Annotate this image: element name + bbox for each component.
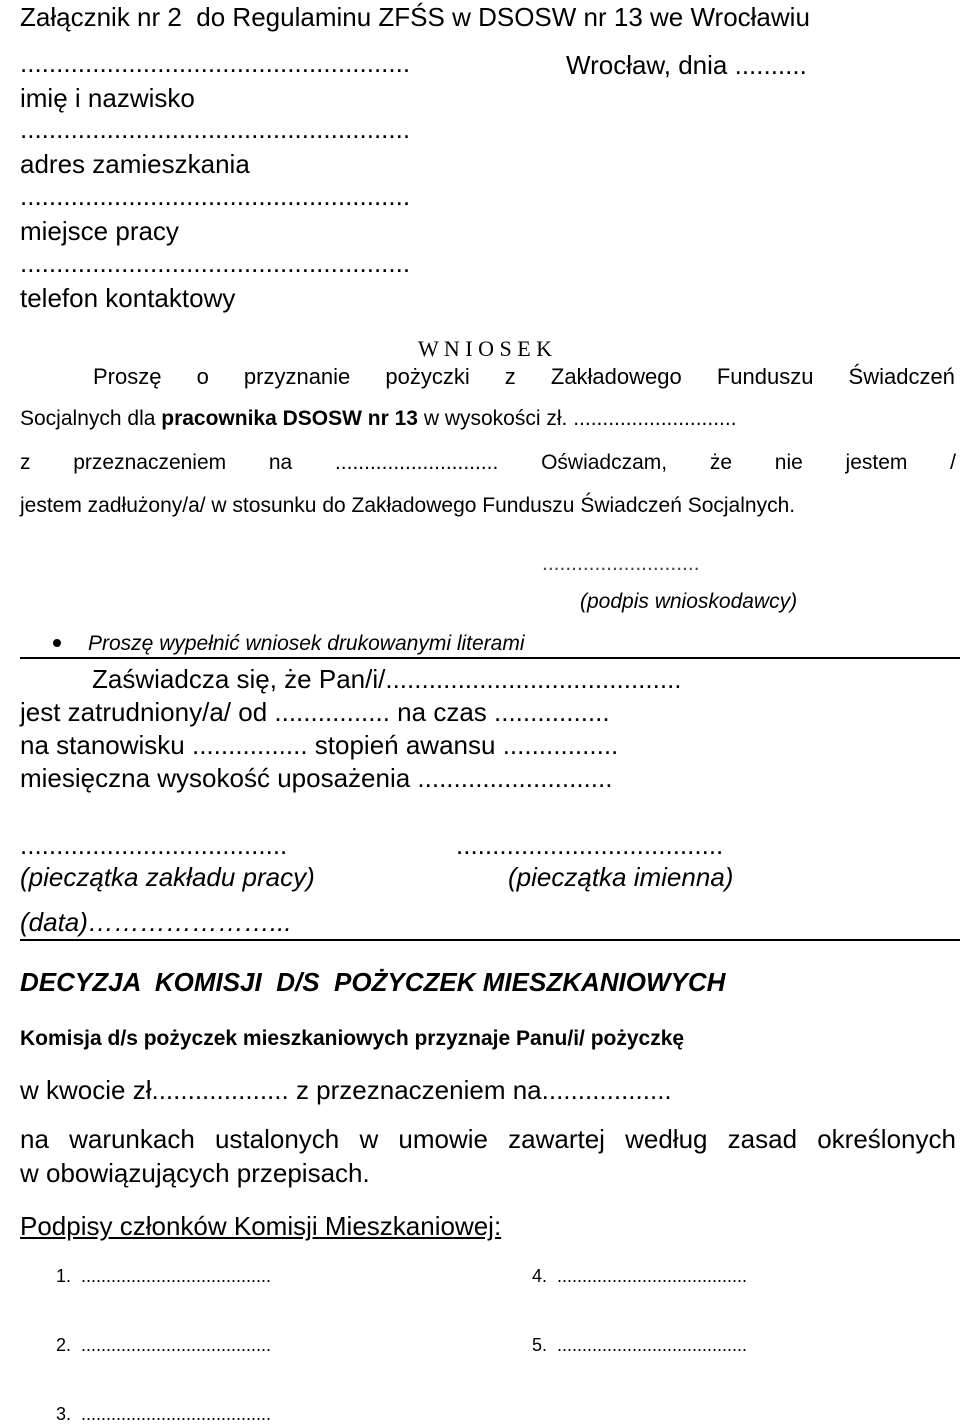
word: Funduszu: [716, 364, 814, 389]
signatures-heading: Podpisy członków Komisji Mieszkaniowej:: [20, 1211, 502, 1241]
signature-line-3[interactable]: 3. ......................................: [56, 1404, 272, 1424]
word: przyznanie: [243, 364, 351, 389]
application-heading: W N I O S E K: [418, 336, 553, 361]
word: określonych: [817, 1124, 956, 1154]
divider-line: [20, 657, 960, 659]
word: /: [950, 451, 956, 474]
word: Świadczeń: [848, 364, 955, 389]
date-dots: ......................................................: [20, 48, 411, 78]
phone-dots[interactable]: ......................................................: [20, 248, 411, 278]
word: przeznaczeniem: [73, 451, 227, 474]
word: Proszę: [93, 364, 162, 389]
word: na: [20, 1124, 49, 1154]
word: zawartej: [508, 1124, 605, 1154]
certificate-line-4[interactable]: miesięczna wysokość uposażenia ...........................: [20, 763, 613, 793]
word: Zakładowego: [550, 364, 682, 389]
decision-statement: Komisja d/s pożyczek mieszkaniowych przyznaje Panu/i/ pożyczkę: [20, 1027, 685, 1050]
word: umowie: [398, 1124, 488, 1154]
stamp-personal-dots[interactable]: .....................................: [456, 830, 724, 860]
signature-dots[interactable]: ...........................: [542, 552, 700, 575]
application-line-3: [20, 452, 956, 473]
decision-heading: DECYZJA KOMISJI D/S POŻYCZEK MIESZKANIOWYCH: [20, 967, 726, 997]
workplace-label: miejsce pracy: [20, 216, 179, 246]
word: jestem: [845, 451, 908, 474]
stamp-workplace-label: (pieczątka zakładu pracy): [20, 862, 315, 892]
word: ustalonych: [214, 1124, 340, 1154]
stamp-personal-label: (pieczątka imienna): [508, 862, 734, 892]
word: Oświadczam,: [541, 451, 668, 474]
application-line-2: Socjalnych dla pracownika DSOSW nr 13 w wysokości zł. ............................: [20, 407, 737, 430]
name-label: imię i nazwisko: [20, 83, 195, 113]
word: zasad: [727, 1124, 798, 1154]
word: nie: [774, 451, 803, 474]
decision-amount-line[interactable]: w kwocie zł................... z przeznaczeniem na..................: [20, 1075, 672, 1105]
certificate-line-3[interactable]: na stanowisku ................ stopień awansu ................: [20, 730, 619, 760]
signature-label: (podpis wnioskodawcy): [580, 590, 798, 613]
address-label: adres zamieszkania: [20, 149, 250, 179]
stamp-workplace-dots[interactable]: .....................................: [20, 830, 288, 860]
date-field[interactable]: Wrocław, dnia ..........: [566, 50, 807, 80]
certificate-date[interactable]: (data)…………………...: [20, 907, 292, 937]
word: pożyczki: [385, 364, 470, 389]
word: według: [625, 1124, 708, 1154]
instruction-text: Proszę wypełnić wniosek drukowanymi literami: [88, 632, 525, 655]
word: z: [20, 451, 31, 474]
word: warunkach: [69, 1124, 195, 1154]
divider-line-2: [20, 939, 960, 941]
phone-label: telefon kontaktowy: [20, 283, 236, 313]
word: że: [709, 451, 733, 474]
signature-line-1[interactable]: 1. ......................................: [56, 1266, 272, 1286]
workplace-dots[interactable]: ......................................................: [20, 181, 411, 211]
document-title: Załącznik nr 2 do Regulaminu ZFŚS w DSOSW nr 13 we Wrocławiu: [20, 2, 810, 32]
word: z: [504, 364, 516, 389]
word: ............................: [334, 451, 499, 474]
decision-terms-line-2: w obowiązujących przepisach.: [20, 1158, 370, 1188]
application-line-4: jestem zadłużony/a/ w stosunku do Zakładowego Funduszu Świadczeń Socjalnych.: [20, 494, 796, 517]
bullet-icon: [53, 639, 61, 647]
word: w: [359, 1124, 379, 1154]
signature-line-4[interactable]: 4. ......................................: [532, 1266, 748, 1286]
application-line-1: [93, 366, 955, 388]
certificate-line-1[interactable]: Zaświadcza się, że Pan/i/.........................................: [92, 664, 682, 694]
signature-line-5[interactable]: 5. ......................................: [532, 1335, 748, 1355]
decision-terms-line-1: [20, 1126, 956, 1152]
word: o: [196, 364, 209, 389]
address-dots[interactable]: ......................................................: [20, 114, 411, 144]
word: na: [268, 451, 293, 474]
signature-line-2[interactable]: 2. ......................................: [56, 1335, 272, 1355]
certificate-line-2[interactable]: jest zatrudniony/a/ od ................ na czas ................: [20, 697, 610, 727]
